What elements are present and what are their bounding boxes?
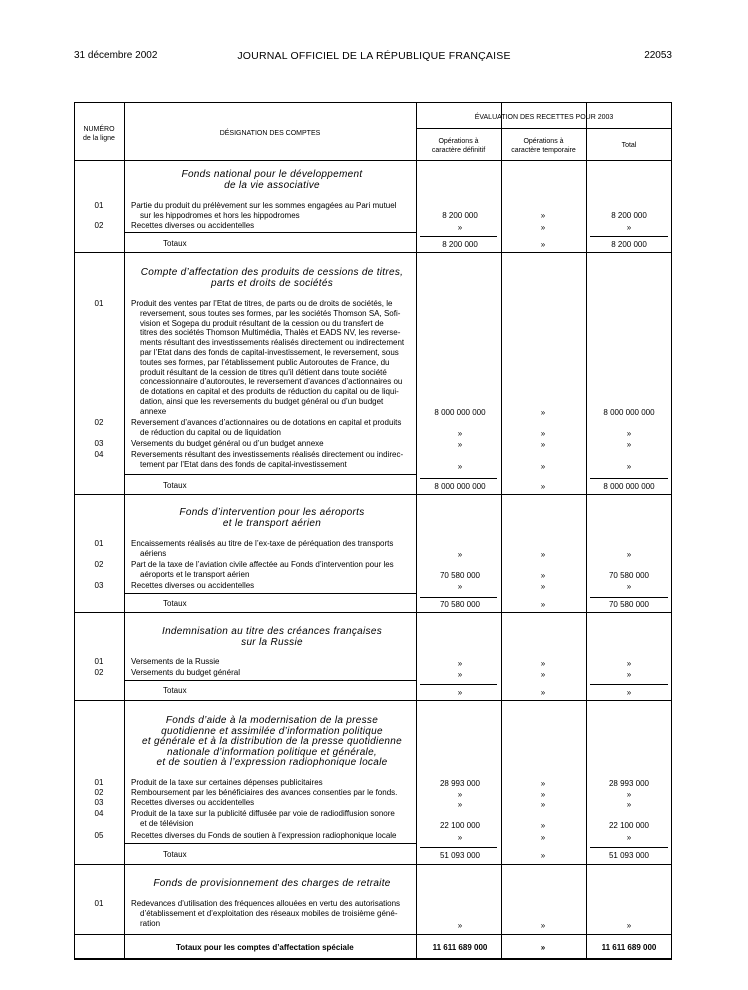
section-title: Indemnisation au titre des créances françaises sur la Russie xyxy=(161,626,383,648)
total-rule xyxy=(590,684,668,685)
line-number: 05 xyxy=(94,831,104,840)
total-definitif: » xyxy=(457,688,463,697)
header-operations-temporaire: Opérations à caractère temporaire xyxy=(511,138,576,154)
line-number: 01 xyxy=(94,899,104,908)
row-rule xyxy=(124,232,416,233)
section-divider xyxy=(74,864,672,865)
value-definitif: » xyxy=(457,550,463,559)
value-temporaire: » xyxy=(540,659,546,668)
header-designation: DÉSIGNATION DES COMPTES xyxy=(219,130,321,137)
total-rule xyxy=(590,236,668,237)
value-total: 70 580 000 xyxy=(608,571,650,580)
section-divider xyxy=(74,700,672,701)
column-divider xyxy=(586,102,587,960)
journal-title: JOURNAL OFFICIEL DE LA RÉPUBLIQUE FRANÇAISE xyxy=(237,50,511,62)
section-title: Fonds de provisionnement des charges de retraite xyxy=(153,878,391,889)
value-total: » xyxy=(626,659,632,668)
column-divider xyxy=(124,102,125,960)
value-total: » xyxy=(626,462,632,471)
line-designation: Recettes diverses ou accidentelles xyxy=(131,581,255,590)
section-divider xyxy=(74,494,672,495)
line-number: 01 xyxy=(94,657,104,666)
value-temporaire: » xyxy=(540,921,546,930)
total-total: » xyxy=(626,688,632,697)
section-title: Fonds d’aide à la modernisation de la presse quotidienne et assimilée d’information politique et générale et à la distribution de la presse quotidienne nationale d’information politique et générale, et de soutien à l’expression radiophonique locale xyxy=(141,715,403,768)
header-total: Total xyxy=(621,142,637,149)
value-definitif: » xyxy=(457,223,463,232)
value-definitif: » xyxy=(457,659,463,668)
line-number: 03 xyxy=(94,798,104,807)
line-designation: Versements du budget général xyxy=(131,668,240,677)
line-designation: Produit des ventes par l’Etat de titres, de parts ou de droits de sociétés, le reversement, sous toutes ses formes, par les sociétés Thomson SA, Sofi- vision et Sogepa du produit résultant de la cession ou du transfert de titres des sociétés Thomson Multimédia, Thalès et EADS NV, les reverse- ments résultant des investissements réalisés directement ou indirectement par l’Etat dans des fonds de capital-investissement, le reversement, sous toutes ses formes, par l’établissement public Autoroutes de France, du produit résultant de la cession de titres qu’il détient dans toute société concessionnaire d’autoroutes, le reversement d’avances d’actionnaires ou de dotations en capital et des produits de réduction du capital ou de liqui- dation, ainsi que les reversements du budget général ou d’un budget annexe xyxy=(131,299,405,416)
line-designation: Part de la taxe de l’aviation civile affectée au Fonds d’intervention pour les aéroports et le transport aérien xyxy=(131,560,394,579)
row-rule xyxy=(124,474,416,475)
total-rule xyxy=(420,597,497,598)
value-definitif: 8 200 000 xyxy=(442,211,478,220)
line-designation: Versements de la Russie xyxy=(131,657,220,666)
value-temporaire: » xyxy=(540,790,546,799)
line-designation: Produit de la taxe sur la publicité diffusée par voie de radiodiffusion sonore et de télévision xyxy=(131,809,395,828)
total-definitif: 8 200 000 xyxy=(442,240,478,249)
section-title: Compte d’affectation des produits de cessions de titres, parts et droits de sociétés xyxy=(140,267,404,289)
totals-label: Totaux xyxy=(163,599,187,608)
value-temporaire: » xyxy=(540,550,546,559)
total-temporaire: » xyxy=(540,482,546,491)
value-definitif: » xyxy=(457,440,463,449)
totals-label: Totaux xyxy=(163,481,187,490)
value-definitif: » xyxy=(457,921,463,930)
value-definitif: 70 580 000 xyxy=(439,571,481,580)
total-total: 70 580 000 xyxy=(608,600,650,609)
line-number: 01 xyxy=(94,778,104,787)
total-total: 51 093 000 xyxy=(608,851,650,860)
value-definitif: » xyxy=(457,670,463,679)
total-definitif: 70 580 000 xyxy=(439,600,481,609)
value-total: 8 000 000 000 xyxy=(603,408,655,417)
header-divider xyxy=(416,128,672,129)
page-date: 31 décembre 2002 xyxy=(74,50,158,61)
value-total: 28 993 000 xyxy=(608,779,650,788)
grand-total-label: Totaux pour les comptes d’affectation spéciale xyxy=(176,943,354,952)
header-numero: NUMÉRO de la ligne xyxy=(83,126,115,142)
row-rule xyxy=(124,843,416,844)
line-designation: Recettes diverses ou accidentelles xyxy=(131,798,255,807)
value-total: » xyxy=(626,429,632,438)
line-designation: Remboursement par les bénéficiaires des avances consenties par le fonds. xyxy=(131,788,398,797)
value-temporaire: » xyxy=(540,800,546,809)
value-definitif: » xyxy=(457,462,463,471)
value-temporaire: » xyxy=(540,821,546,830)
value-temporaire: » xyxy=(540,211,546,220)
section-divider xyxy=(74,934,672,935)
value-temporaire: » xyxy=(540,670,546,679)
line-number: 01 xyxy=(94,299,104,308)
line-number: 02 xyxy=(94,418,104,427)
line-number: 03 xyxy=(94,439,104,448)
value-temporaire: » xyxy=(540,779,546,788)
total-temporaire: » xyxy=(540,240,546,249)
column-divider xyxy=(501,102,502,960)
line-number: 03 xyxy=(94,581,104,590)
value-definitif: 8 000 000 000 xyxy=(434,408,486,417)
value-definitif: » xyxy=(457,790,463,799)
grand-total-temporaire: » xyxy=(540,943,546,952)
value-temporaire: » xyxy=(540,582,546,591)
value-temporaire: » xyxy=(540,429,546,438)
line-number: 01 xyxy=(94,201,104,210)
total-rule xyxy=(420,478,497,479)
total-rule xyxy=(590,847,668,848)
line-number: 04 xyxy=(94,450,104,459)
total-temporaire: » xyxy=(540,600,546,609)
grand-total-total: 11 611 689 000 xyxy=(601,943,657,952)
total-total: 8 000 000 000 xyxy=(603,482,655,491)
totals-label: Totaux xyxy=(163,850,187,859)
totals-label: Totaux xyxy=(163,239,187,248)
value-definitif: » xyxy=(457,429,463,438)
value-total: » xyxy=(626,550,632,559)
value-definitif: » xyxy=(457,833,463,842)
line-designation: Encaissements réalisés au titre de l’ex-taxe de péréquation des transports aériens xyxy=(131,539,394,558)
value-temporaire: » xyxy=(540,223,546,232)
line-number: 02 xyxy=(94,560,104,569)
line-number: 01 xyxy=(94,539,104,548)
total-rule xyxy=(590,597,668,598)
value-total: » xyxy=(626,440,632,449)
line-number: 02 xyxy=(94,221,104,230)
value-temporaire: » xyxy=(540,833,546,842)
total-definitif: 51 093 000 xyxy=(439,851,481,860)
value-total: » xyxy=(626,921,632,930)
value-definitif: 28 993 000 xyxy=(439,779,481,788)
line-designation: Redevances d’utilisation des fréquences allouées en vertu des autorisations d’établissement et d’exploitation des réseaux mobiles de troisième géné- ration xyxy=(131,899,401,928)
total-rule xyxy=(420,236,497,237)
value-total: » xyxy=(626,223,632,232)
grand-total-definitif: 11 611 689 000 xyxy=(432,943,488,952)
line-number: 04 xyxy=(94,809,104,818)
total-rule xyxy=(420,684,497,685)
line-designation: Versements du budget général ou d’un budget annexe xyxy=(131,439,324,448)
header-evaluation: ÉVALUATION DES RECETTES POUR 2003 xyxy=(474,114,614,121)
total-temporaire: » xyxy=(540,851,546,860)
column-divider xyxy=(416,102,417,960)
value-temporaire: » xyxy=(540,440,546,449)
total-definitif: 8 000 000 000 xyxy=(434,482,486,491)
section-divider xyxy=(74,252,672,253)
row-rule xyxy=(124,680,416,681)
line-designation: Recettes diverses ou accidentelles xyxy=(131,221,255,230)
value-definitif: » xyxy=(457,800,463,809)
value-total: » xyxy=(626,833,632,842)
line-designation: Partie du produit du prélèvement sur les sommes engagées au Pari mutuel sur les hippodromes et hors les hippodromes xyxy=(131,201,397,220)
section-divider xyxy=(74,612,672,613)
line-designation: Reversement d’avances d’actionnaires ou de dotations en capital et produits de réduction du capital ou de liquidation xyxy=(131,418,402,437)
value-total: » xyxy=(626,790,632,799)
page-number: 22053 xyxy=(644,50,672,61)
totals-label: Totaux xyxy=(163,686,187,695)
total-rule xyxy=(420,847,497,848)
line-designation: Recettes diverses du Fonds de soutien à l’expression radiophonique locale xyxy=(131,831,397,840)
header-divider xyxy=(74,160,672,161)
line-number: 02 xyxy=(94,668,104,677)
header-operations-definitif: Opérations à caractère définitif xyxy=(431,138,486,154)
row-rule xyxy=(124,593,416,594)
value-total: 22 100 000 xyxy=(608,821,650,830)
total-total: 8 200 000 xyxy=(611,240,647,249)
line-designation: Produit de la taxe sur certaines dépenses publicitaires xyxy=(131,778,323,787)
total-temporaire: » xyxy=(540,688,546,697)
value-temporaire: » xyxy=(540,462,546,471)
value-total: 8 200 000 xyxy=(611,211,647,220)
section-title: Fonds d’intervention pour les aéroports et le transport aérien xyxy=(179,507,365,529)
total-rule xyxy=(590,478,668,479)
value-total: » xyxy=(626,670,632,679)
value-temporaire: » xyxy=(540,571,546,580)
value-total: » xyxy=(626,800,632,809)
section-title: Fonds national pour le développement de la vie associative xyxy=(181,169,363,191)
line-designation: Reversements résultant des investissements réalisés directement ou indirec- tement par l’Etat dans des fonds de capital-investissement xyxy=(131,450,404,469)
value-definitif: » xyxy=(457,582,463,591)
value-temporaire: » xyxy=(540,408,546,417)
value-definitif: 22 100 000 xyxy=(439,821,481,830)
line-number: 02 xyxy=(94,788,104,797)
value-total: » xyxy=(626,582,632,591)
